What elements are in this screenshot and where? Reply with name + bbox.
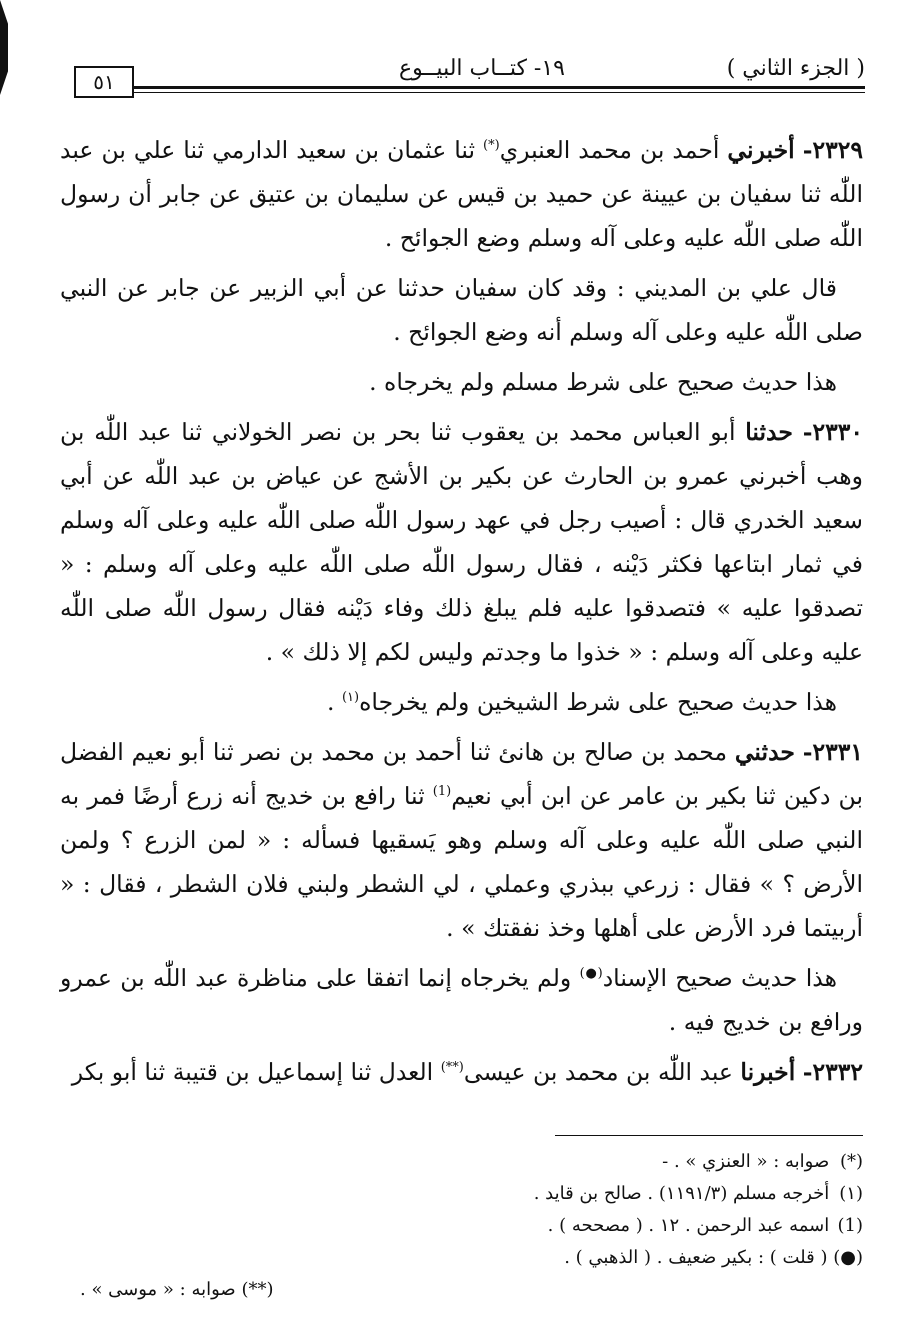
hadith-text: ثنا عثمان بن سعيد الدارمي ثنا علي بن عبد اللّٰه ثنا سفيان بن عيينة عن حميد بن قيس عن سليمان بن عتيق عن جابر أن رسول اللّٰه صلى اللّٰه عليه وعلى آله وسلم وضع الجوائح .	[60, 136, 863, 252]
footnote-mark: (*)	[839, 1151, 863, 1172]
narration-verb: حدثنا	[745, 418, 793, 446]
footnote-mark: (1)	[837, 1215, 863, 1236]
hadith-grade	[60, 956, 863, 1044]
footnote-text: صوابه : « موسى » .	[80, 1279, 236, 1300]
footnote-text: ( قلت ) : بكير ضعيف . ( الذهبي ) .	[564, 1247, 828, 1268]
page-number: ٥١	[74, 66, 134, 98]
hadith-text: ثنا رافع بن خديج أنه زرع أرضًا فمر به النبي صلى اللّٰه عليه وعلى آله وسلم وهو يَسقيها فسأله : « لمن الزرع ؟ ولمن الأرض ؟ » فقال : زرعي ببذري وعملي ، لي الشطر ولبني فلان الشطر ، فقال : « أربيتما فرد الأرض على أهلها وخذ نفقتك » .	[60, 782, 863, 942]
header-rule	[134, 86, 865, 93]
grade-text: هذا حديث صحيح على شرط الشيخين ولم يخرجاه	[359, 688, 837, 716]
hadith-note: قال علي بن المديني : وقد كان سفيان حدثنا عن أبي الزبير عن جابر عن النبي صلى اللّٰه عليه وعلى آله وسلم أنه وضع الجوائح .	[60, 274, 863, 346]
footnote	[60, 1242, 863, 1274]
narration-verb: أخبرنا	[740, 1058, 796, 1086]
grade-text: هذا حديث صحيح الإسناد	[602, 964, 837, 992]
footnote-ref: (١)	[341, 690, 360, 706]
hadith-2332	[60, 1050, 863, 1094]
hadith-text: العدل ثنا إسماعيل بن قتيبة ثنا أبو بكر	[71, 1058, 434, 1086]
hadith-number: ٢٣٣٢-	[802, 1058, 863, 1086]
hadith-2329	[60, 128, 863, 260]
footnote-ref: (**)	[440, 1060, 464, 1076]
footnote-text: اسمه عبد الرحمن . ١٢ . ( مصححه ) .	[547, 1215, 830, 1236]
hadith-number: ٢٣٣١-	[802, 738, 863, 766]
narration-verb: أخبرني	[727, 136, 795, 164]
footnote-mark: (١)	[839, 1183, 863, 1204]
hadith-text: محمد بن صالح بن هانئ ثنا أحمد بن محمد بن نصر ثنا أبو نعيم الفضل بن دكين ثنا بكير بن عامر عن ابن أبي نعيم	[60, 738, 863, 810]
grade-text: ولم يخرجاه إنما اتفقا على مناظرة عبد اللّٰه بن عمرو ورافع بن خديج فيه .	[60, 964, 863, 1036]
footnote	[60, 1178, 863, 1210]
hadith-text: أبو العباس محمد بن يعقوب ثنا بحر بن نصر الخولاني ثنا عبد اللّٰه بن وهب أخبرني عمرو بن الحارث عن بكير بن الأشج عن عياض بن عبد اللّٰه عن أبي سعيد الخدري قال : أصيب رجل في عهد رسول اللّٰه صلى اللّٰه عليه وعلى آله وسلم في ثمار ابتاعها فكثر دَيْنه ، فقال رسول اللّٰه صلى اللّٰه عليه وعلى آله وسلم : « تصدقوا عليه » فتصدقوا عليه فلم يبلغ ذلك وفاء دَيْنه فقال رسول اللّٰه صلى اللّٰه عليه وعلى آله وسلم : « خذوا ما وجدتم وليس لكم إلا ذلك » .	[60, 418, 863, 666]
page-header	[74, 50, 865, 98]
grade-end: .	[327, 688, 342, 716]
hadith-2331	[60, 730, 863, 950]
main-text	[60, 128, 863, 1100]
footnote-mark: (**)	[241, 1279, 274, 1300]
hadith-text: أحمد بن محمد العنبري	[499, 136, 720, 164]
footnotes	[60, 1146, 863, 1274]
hadith-number: ٢٣٣٠-	[802, 418, 863, 446]
volume-part-label: ( الجزء الثاني )	[726, 56, 865, 81]
hadith-number: ٢٣٢٩-	[802, 136, 863, 164]
footnote	[60, 1146, 863, 1178]
footnote-text: صوابه : « العنزي » . -	[662, 1151, 830, 1172]
footnote-left-column	[80, 1274, 273, 1306]
footnote-text: أخرجه مسلم (١١٩١/٣) . صالح بن قايد .	[533, 1183, 830, 1204]
footnote-ref: (*)	[483, 138, 500, 154]
footnote	[60, 1210, 863, 1242]
footnote-ref: (●)	[579, 966, 603, 982]
hadith-2330	[60, 410, 863, 674]
footnote-mark: (●)	[833, 1247, 863, 1268]
footnote-divider	[555, 1135, 863, 1136]
narration-verb: حدثني	[734, 738, 795, 766]
hadith-grade: هذا حديث صحيح على شرط مسلم ولم يخرجاه .	[369, 368, 837, 396]
hadith-text: عبد اللّٰه بن محمد بن عيسى	[463, 1058, 733, 1086]
hadith-grade	[60, 680, 863, 724]
binding-edge-mark	[0, 0, 8, 95]
footnote-ref: (1)	[432, 784, 452, 800]
book-title: ١٩- كتــاب البيــوع	[399, 56, 565, 81]
